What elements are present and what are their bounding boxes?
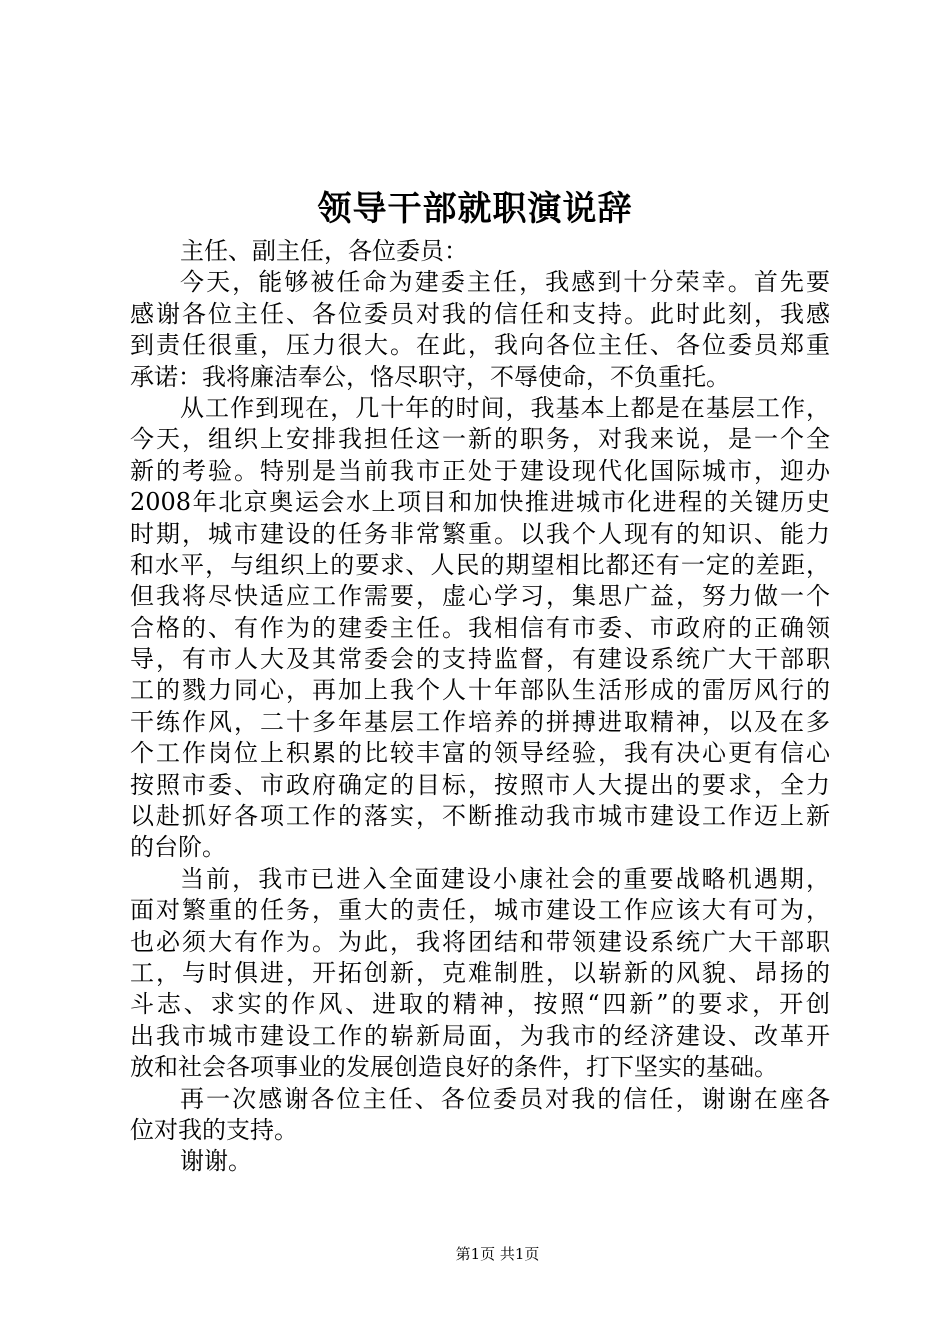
text-line: 合格的、有作为的建委主任。我相信有市委、市政府的正确领 [130, 613, 830, 642]
text-line: 工的戮力同心，再加上我个人十年部队生活形成的雷厉风行的 [130, 676, 830, 705]
text-line: 再一次感谢各位主任、各位委员对我的信任，谢谢在座各 [180, 1084, 830, 1113]
paragraph-4 [130, 1084, 830, 1147]
text-line: 导，有市人大及其常委会的支持监督，有建设系统广大干部职 [130, 645, 830, 674]
text-line: 从工作到现在，几十年的时间，我基本上都是在基层工作， [180, 393, 830, 422]
text-line: 的台阶。 [130, 833, 226, 862]
text-line: 放和社会各项事业的发展创造良好的条件，打下坚实的基础。 [130, 1053, 778, 1082]
text-line: 承诺：我将廉洁奉公，恪尽职守，不辱使命，不负重托。 [130, 362, 730, 391]
text-line: 面对繁重的任务，重大的责任，城市建设工作应该大有可为， [130, 896, 830, 925]
text-line: 位对我的支持。 [130, 1115, 298, 1144]
text-line: 到责任很重，压力很大。在此，我向各位主任、各位委员郑重 [130, 331, 830, 360]
text-line: 出我市城市建设工作的崭新局面，为我市的经济建设、改革开 [130, 1021, 830, 1050]
paragraph-salutation [130, 236, 830, 267]
text-line: 干练作风，二十多年基层工作培养的拼搏进取精神，以及在多 [130, 707, 830, 736]
text-line: 感谢各位主任、各位委员对我的信任和支持。此时此刻，我感 [130, 299, 830, 328]
paragraph-3 [130, 864, 830, 1084]
page-footer: 第1页 共1页 [455, 1245, 540, 1263]
text-line: 新的考验。特别是当前我市正处于建设现代化国际城市，迎办 [130, 456, 830, 485]
text-line: 今天，能够被任命为建委主任，我感到十分荣幸。首先要 [180, 268, 830, 297]
text-line: 工，与时俱进，开拓创新，克难制胜，以崭新的风貌、昂扬的 [130, 958, 830, 987]
document-body [130, 236, 830, 1178]
text-line: 今天，组织上安排我担任这一新的职务，对我来说，是一个全 [130, 425, 830, 454]
text-line: 2008年北京奥运会水上项目和加快推进城市化进程的关键历史 [130, 488, 830, 517]
text-line: 和水平，与组织上的要求、人民的期望相比都还有一定的差距， [130, 550, 830, 579]
text-line: 主任、副主任，各位委员： [180, 237, 468, 265]
text-line: 按照市委、市政府确定的目标，按照市人大提出的要求，全力 [130, 770, 830, 799]
text-line: 当前，我市已进入全面建设小康社会的重要战略机遇期， [180, 864, 830, 893]
text-line: 也必须大有作为。为此，我将团结和带领建设系统广大干部职 [130, 927, 830, 956]
text-line: 以赴抓好各项工作的落实，不断推动我市城市建设工作迈上新 [130, 802, 830, 831]
text-line: 但我将尽快适应工作需要，虚心学习，集思广益，努力做一个 [130, 582, 830, 611]
paragraph-2 [130, 393, 830, 864]
text-line: 个工作岗位上积累的比较丰富的领导经验，我有决心更有信心 [130, 739, 830, 768]
paragraph-1 [130, 267, 830, 393]
text-line: 谢谢。 [180, 1147, 252, 1176]
document-title: 领导干部就职演说辞 [317, 189, 633, 229]
paragraph-closing [130, 1146, 830, 1177]
text-line: 时期，城市建设的任务非常繁重。以我个人现有的知识、能力 [130, 519, 830, 548]
text-line: 斗志、求实的作风、进取的精神，按照“四新”的要求，开创 [130, 990, 830, 1019]
